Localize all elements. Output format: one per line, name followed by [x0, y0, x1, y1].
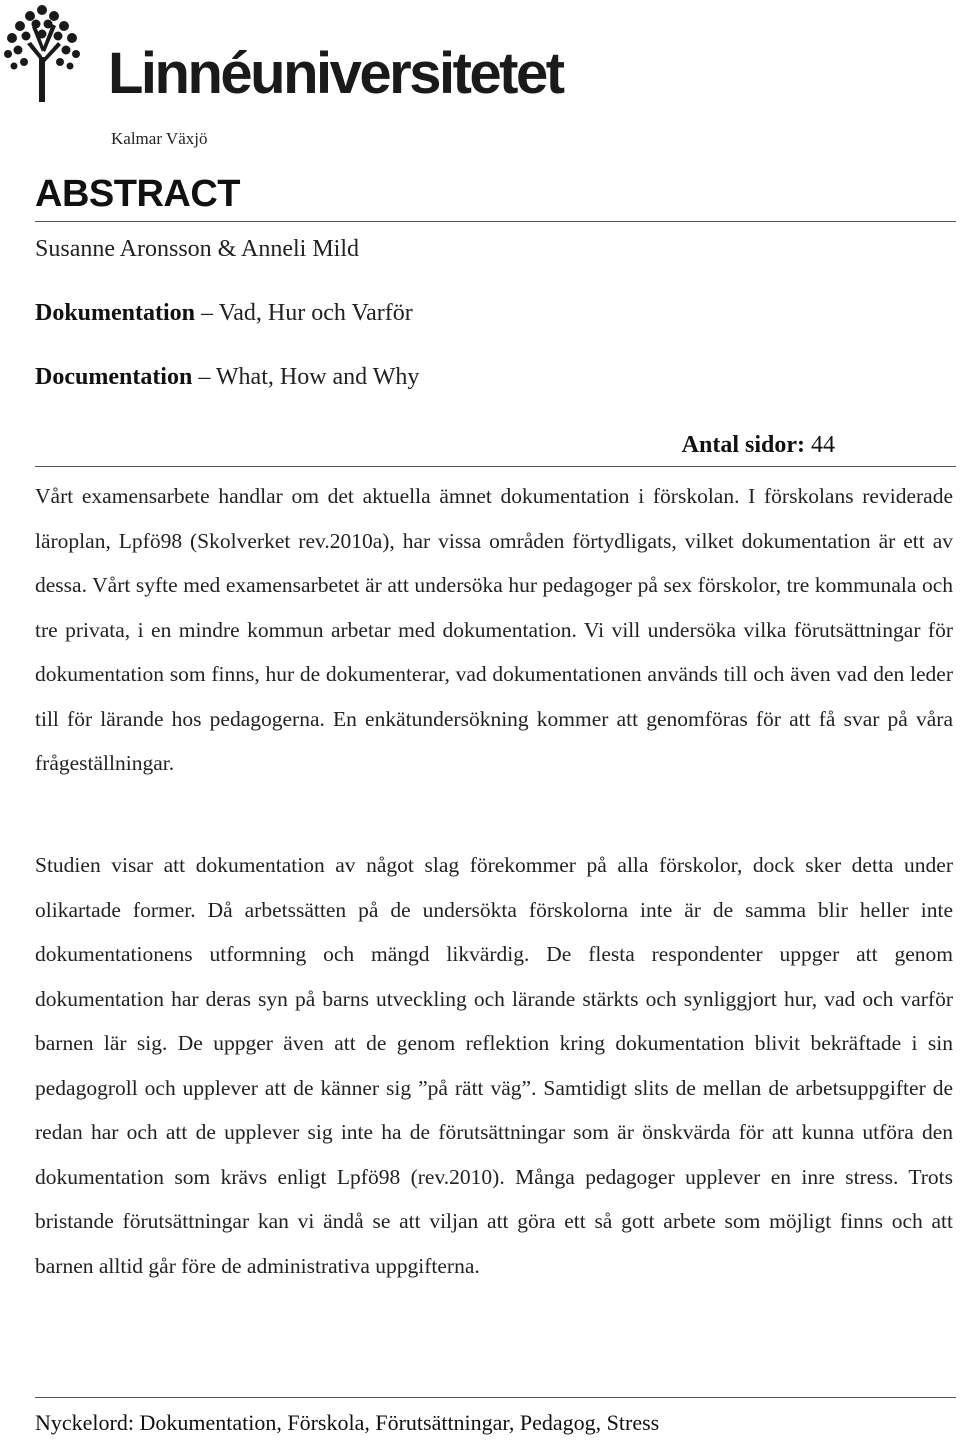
university-logo [0, 0, 600, 110]
title-english-rest: – What, How and Why [192, 364, 420, 390]
page-count-label: Antal sidor: [681, 432, 805, 458]
title-english [35, 364, 419, 391]
divider-middle [35, 466, 956, 467]
logo-wordmark: Linnéuniversitetet [108, 41, 563, 106]
title-swedish [35, 300, 413, 327]
page-count [682, 432, 835, 459]
authors: Susanne Aronsson & Anneli Mild [35, 236, 360, 262]
title-swedish-bold: Dokumentation [35, 300, 196, 326]
abstract-heading: ABSTRACT [35, 173, 240, 215]
divider-bottom [35, 1397, 956, 1398]
campus-label: Kalmar Växjö [111, 129, 208, 148]
keywords: Nyckelord: Dokumentation, Förskola, Förutsättningar, Pedagog, Stress [35, 1410, 660, 1435]
abstract-paragraph-1: Vårt examensarbete handlar om det aktuella ämnet dokumentation i förskolan. I förskolans reviderade läroplan, Lpfö98 (Skolverket rev.2010a), har vissa områden förtydligats, vilket dokumentation är ett av dessa. Vårt syfte med examensarbetet är att undersöka hur pedagoger på sex förskolor, tre kommunala och tre privata, i en mindre kommun arbetar med dokumentation. Vi vill undersöka vilka förutsättningar för dokumentation som finns, hur de dokumenterar, vad dokumentationen används till och även vad den leder till för lärande hos pedagogerna. En enkätundersökning kommer att genomföras för att få svar på våra frågeställningar. [35, 484, 953, 775]
abstract-paragraph-2: Studien visar att dokumentation av något slag förekommer på alla förskolor, dock sker detta under olikartade former. Då arbetssätten på de undersökta förskolorna inte är de samma blir heller inte dokumentationens utformning och mängd likvärdig. De flesta respondenter uppger att genom dokumentation har deras syn på barns utveckling och lärande stärkts och synliggjort hur, vad och varför barnen lär sig. De uppger även att de genom reflektion kring dokumentation blivit bekräftade i sin pedagogroll och upplever att de känner sig ”på rätt väg”. Samtidigt slits de mellan de arbetsuppgifter de redan har och att de upplever sig inte ha de förutsättningar som är önskvärda för att kunna utföra den dokumentation som krävs enligt Lpfö98 (rev.2010). Många pedagoger upplever en inre stress. Trots bristande förutsättningar kan vi ändå se att viljan att göra ett så gott arbete som möjligt finns och att barnen alltid går före de administrativa uppgifterna. [35, 853, 953, 1278]
page-count-value: 44 [805, 432, 835, 458]
tree-icon [2, 2, 82, 102]
divider-top [35, 221, 956, 222]
title-english-bold: Documentation [35, 364, 193, 390]
title-swedish-rest: – Vad, Hur och Varför [195, 300, 413, 326]
